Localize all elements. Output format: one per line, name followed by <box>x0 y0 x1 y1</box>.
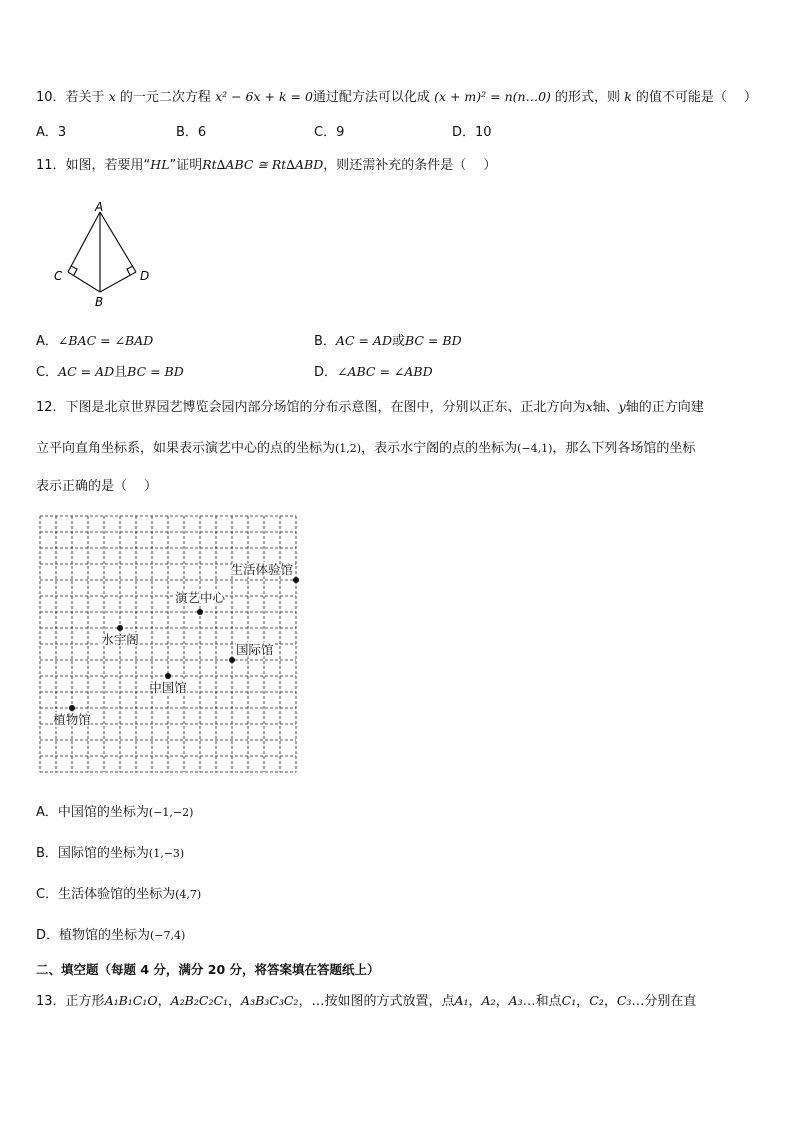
section-2-title: 二、填空题（每题 4 分，满分 20 分，将答案填在答题纸上） <box>36 962 380 977</box>
q11-option-d-prefix: D． <box>314 365 338 380</box>
q13-point-a2: A₂ <box>481 993 496 1008</box>
venue-point-2 <box>117 625 123 631</box>
q11-statement: Rt∆ABC ≅ Rt∆ABD <box>202 157 324 172</box>
q12-coord-1: (1,2) <box>335 442 362 455</box>
q12-option-a-text: A．中国馆的坐标为 <box>36 805 149 820</box>
q12-option-c-coord: (4,7) <box>175 888 202 901</box>
label-a: A <box>95 200 104 214</box>
q12-line-2 <box>36 440 695 458</box>
q13-text-3: …和点 <box>522 994 562 1009</box>
q13-sep-1: ， <box>157 994 171 1009</box>
q11-option-c-prefix: C． <box>36 365 59 380</box>
q13-point-a3: A₃ <box>508 993 523 1008</box>
venue-map <box>38 514 302 778</box>
q13-text-1: 正方形 <box>65 994 105 1009</box>
q13-point-a1: A₁ <box>454 993 469 1008</box>
q11-option-c-expr-1: AC = AD <box>58 364 115 379</box>
q11-text-1: 如图，若要用“ <box>65 158 151 173</box>
label-c: C <box>54 269 63 283</box>
q11-option-b <box>314 332 462 351</box>
q10-form: (x + m)² = n(n…0) <box>434 89 551 104</box>
q10-number: 10． <box>36 90 66 105</box>
q12-text-1a: 下图是北京世界园艺博览会园内部分场馆的分布示意图，在图中，分别以正东、正北方向为 <box>65 400 586 415</box>
q11-text-3: ，则还需补充的条件是（ ） <box>323 158 497 173</box>
q10-var-x: x <box>108 89 116 104</box>
q13-sep-4: ， <box>495 994 509 1009</box>
q11-option-a <box>36 332 153 351</box>
q12-option-b-text: B．国际馆的坐标为 <box>36 846 149 861</box>
q11-option-c <box>36 363 184 382</box>
q11-option-a-expr: ∠BAC = ∠BAD <box>57 333 154 348</box>
q10-option-d: D．10 <box>452 125 492 140</box>
q11-option-b-expr-1: AC = AD <box>335 333 392 348</box>
q11-option-a-prefix: A． <box>36 334 58 349</box>
venue-point-5 <box>69 705 75 711</box>
q10-line <box>36 88 757 107</box>
q12-option-b-coord: (1,−3) <box>148 847 185 860</box>
q12-option-c <box>36 886 201 904</box>
q12-option-b <box>36 845 184 863</box>
q10-text-4: 的形式，则 <box>555 90 621 105</box>
q12-option-d <box>36 927 185 945</box>
q12-text-2c: ，那么下列各场馆的坐标 <box>552 441 696 456</box>
q10-text-3: 通过配方法可以化成 <box>312 90 430 105</box>
q12-coord-2: (−4,1) <box>517 442 553 455</box>
venue-label-1: 演艺中心 <box>174 590 226 605</box>
q12-x-axis: x <box>585 399 593 414</box>
q13-sep-3: ， <box>468 994 482 1009</box>
q13-point-c1: C₁ <box>561 993 577 1008</box>
q13-square-3: A₃B₃C₃C₂ <box>241 993 299 1008</box>
q11-hl: HL <box>150 157 170 172</box>
venue-label-4: 中国馆 <box>149 680 187 695</box>
q10-equation: x² − 6x + k = 0 <box>215 89 313 104</box>
q12-option-a-coord: (−1,−2) <box>148 806 194 819</box>
q12-option-d-coord: (−7,4) <box>150 929 186 942</box>
q12-y-axis: y <box>618 399 626 414</box>
q12-line-3: 表示正确的是（ ） <box>36 479 158 494</box>
label-d: D <box>140 269 150 283</box>
q12-option-a <box>36 804 193 822</box>
q10-text-5: 的值不可能是（ ） <box>635 90 758 105</box>
label-b: B <box>95 295 104 309</box>
q11-option-c-and: 且 <box>114 365 128 380</box>
q10-text-1: 若关于 <box>65 90 105 105</box>
q11-option-b-expr-2: BC = BD <box>405 333 462 348</box>
q11-option-b-or: 或 <box>391 334 405 349</box>
venue-point-3 <box>229 657 235 663</box>
venue-point-4 <box>165 673 171 679</box>
q11-line <box>36 156 496 175</box>
q10-option-b: B．6 <box>176 125 207 140</box>
q12-text-2b: ，表示水宁阁的点的坐标为 <box>361 441 518 456</box>
venue-label-5: 植物馆 <box>53 712 91 727</box>
q11-option-d-expr: ∠ABC = ∠ABD <box>337 364 433 379</box>
q10-text-2: 的一元二次方程 <box>119 90 211 105</box>
q13-sep-6: ， <box>603 994 617 1009</box>
venue-point-0 <box>293 577 299 583</box>
q12-text-2a: 立平向直角坐标系，如果表示演艺中心的点的坐标为 <box>36 441 336 456</box>
q13-text-4: …分别在直 <box>631 994 697 1009</box>
q11-option-b-prefix: B． <box>314 334 336 349</box>
q11-option-c-expr-2: BC = BD <box>127 364 184 379</box>
q10-var-k: k <box>624 89 632 104</box>
q13-point-c3: C₃ <box>616 993 632 1008</box>
q13-number: 13． <box>36 994 66 1009</box>
venue-label-0: 生活体验馆 <box>230 562 293 577</box>
q13-point-c2: C₂ <box>589 993 604 1008</box>
q11-triangle-figure <box>48 200 168 312</box>
q13-sep-5: ， <box>576 994 590 1009</box>
q12-text-1c: 轴的正方向建 <box>625 400 704 415</box>
q13-square-1: A₁B₁C₁O <box>104 993 158 1008</box>
venue-label-2: 水宇阁 <box>101 632 139 647</box>
q11-text-2: ”证明 <box>169 158 203 173</box>
q12-text-1b: 轴、 <box>592 400 619 415</box>
q13-square-2: A₂B₂C₂C₁ <box>170 993 229 1008</box>
q12-option-c-text: C．生活体验馆的坐标为 <box>36 887 176 902</box>
q11-option-d <box>314 363 433 382</box>
venue-label-3: 国际馆 <box>236 642 274 657</box>
q12-line-1 <box>36 398 704 417</box>
q10-option-a: A．3 <box>36 125 67 140</box>
q13-sep-2: ， <box>228 994 242 1009</box>
q12-number: 12． <box>36 400 66 415</box>
q10-option-c: C．9 <box>314 125 345 140</box>
q13-text-2: ，…按如图的方式放置，点 <box>298 994 455 1009</box>
q13-line <box>36 992 696 1011</box>
venue-point-1 <box>197 609 203 615</box>
q11-number: 11． <box>36 158 66 173</box>
q12-option-d-text: D．植物馆的坐标为 <box>36 928 151 943</box>
